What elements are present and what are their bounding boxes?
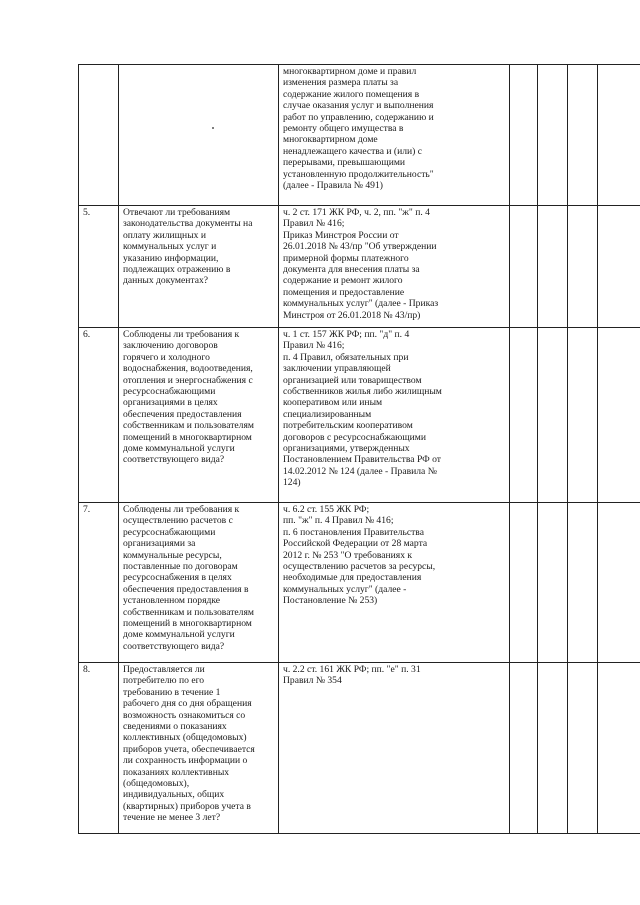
note-cell [598, 503, 640, 663]
answer-yes-cell [510, 328, 538, 503]
answer-yes-cell [510, 503, 538, 663]
checklist-table [78, 64, 640, 834]
answer-na-cell [568, 206, 598, 328]
table-row [79, 328, 640, 503]
question-cell [119, 65, 279, 206]
table-row [79, 503, 640, 663]
reference-cell [279, 65, 510, 206]
row-number [79, 328, 119, 503]
reference-cell [279, 328, 510, 503]
answer-no-cell [538, 206, 568, 328]
table-row [79, 663, 640, 834]
row-number [79, 503, 119, 663]
table-row [79, 206, 640, 328]
row-number [79, 206, 119, 328]
reference-text: многоквартирном доме и правил изменения размера платы за содержание жилого помещения в случае оказания услуг и выполнения работ по управлению, содержанию и ремонту общего имущества в многоквартирном доме ненадлежащего качества и (или) с перерывами, превышающими установленную продолжительность" (далее - Правила № 491) [283, 66, 434, 192]
answer-na-cell [568, 663, 598, 834]
answer-yes-cell [510, 663, 538, 834]
answer-no-cell [538, 65, 568, 206]
note-cell [598, 206, 640, 328]
note-cell [598, 328, 640, 503]
reference-text: ч. 1 ст. 157 ЖК РФ; пп. "д" п. 4 Правил № 416; п. 4 Правил, обязательных при заключении управляющей организацией или товариществом собственников жилья либо жилищным кооперативом или иным специализированным потребительским кооперативом договоров с ресурсоснабжающими организациями, утвержденных Постановлением Правительства РФ от 14.02.2012 № 124 (далее - Правила № 124) [283, 329, 442, 489]
question-cell [119, 206, 279, 328]
reference-cell [279, 663, 510, 834]
row-number-text: 5. [83, 207, 91, 218]
question-text: Отвечают ли требованиям законодательства документы на оплату жилищных и коммунальных услуг и указанию информации, подлежащих отражению в данных документах? [123, 207, 253, 287]
row-number-text: 8. [83, 664, 91, 675]
note-cell [598, 65, 640, 206]
note-cell [598, 663, 640, 834]
question-text: Предоставляется ли потребителю по его требованию в течение 1 рабочего дня со дня обращения возможность ознакомиться со сведениями о показаниях коллективных (общедомовых) приборов учета, обеспечивается ли сохранность информации о показаниях коллективных (общедомовых), индивидуальных, общих (квартирных) приборов учета в течение не менее 3 лет? [123, 664, 255, 824]
answer-yes-cell [510, 206, 538, 328]
row-number [79, 65, 119, 206]
reference-cell [279, 206, 510, 328]
reference-cell [279, 503, 510, 663]
answer-no-cell [538, 503, 568, 663]
answer-yes-cell [510, 65, 538, 206]
question-text: Соблюдены ли требования к осуществлению расчетов с ресурсоснабжающими организациями за коммунальные ресурсы, поставленные по договорам ресурсоснабжения в целях обеспечения предоставления в установленном порядке собственникам и пользователям помещений в многоквартирном доме коммунальной услуги соответствующего вида? [123, 504, 254, 652]
row-number [79, 663, 119, 834]
answer-na-cell [568, 503, 598, 663]
answer-no-cell [538, 663, 568, 834]
answer-na-cell [568, 328, 598, 503]
row-number-text: 7. [83, 504, 91, 515]
question-cell [119, 663, 279, 834]
answer-na-cell [568, 65, 598, 206]
row-number-text: 6. [83, 329, 91, 340]
reference-text: ч. 6.2 ст. 155 ЖК РФ; пп. "ж" п. 4 Правил № 416; п. 6 постановления Правительства Российской Федерации от 28 марта 2012 г. № 253 "О требованиях к осуществлению расчетов за ресурсы, необходимые для предоставления коммунальных услуг" (далее - Постановление № 253) [283, 504, 436, 607]
table-row [79, 65, 640, 206]
reference-text: ч. 2 ст. 171 ЖК РФ, ч. 2, пп. "ж" п. 4 Правил № 416; Приказ Минстроя России от 26.01.2018 № 43/пр "Об утверждении примерной формы платежного документа для внесения платы за содержание и ремонт жилого помещения и предоставление коммунальных услуг" (далее - Приказ Минстроя от 26.01.2018 № 43/пр) [283, 207, 439, 321]
question-text: Соблюдены ли требования к заключению договоров горячего и холодного водоснабжения, водоотведения, отопления и энергоснабжения с ресурсоснабжающими организациями в целях обеспечения предоставления собственникам и пользователям помещений в многоквартирном доме коммунальной услуги соответствующего вида? [123, 329, 254, 466]
question-cell [119, 503, 279, 663]
answer-no-cell [538, 328, 568, 503]
reference-text: ч. 2.2 ст. 161 ЖК РФ; пп. "е" п. 31 Правил № 354 [283, 664, 421, 687]
question-cell [119, 328, 279, 503]
